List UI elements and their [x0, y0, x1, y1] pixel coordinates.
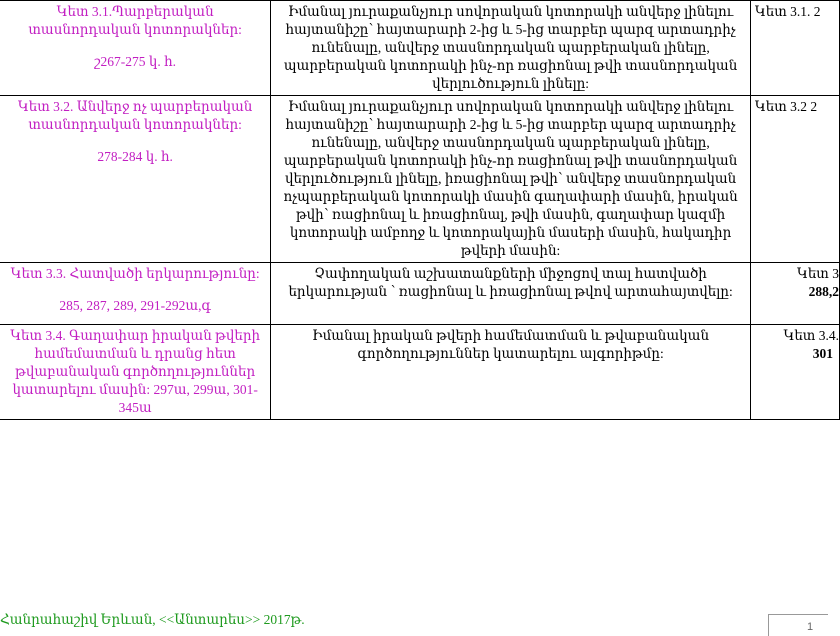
reference-cell [750, 325, 839, 420]
reference-cell: Կետ 3.2 2 [750, 96, 839, 263]
description-cell: Չափողական աշխատանքների միջոցով տալ հատվածի երկարության ՝ ռացիոնալ և իռացիոնալ թվով արտահայտվելը: [271, 263, 751, 325]
description-cell: Իմանալ իրական թվերի համեմատման և թվաբանական գործողություններ կատարելու ալգորիթմը: [271, 325, 751, 420]
topic-text: Կետ 3.2. Անվերջ ոչ պարբերական տասնորդական կոտորակներ: [17, 99, 253, 132]
description-cell: Իմանալ յուրաքանչյուր սովորական կոտորակի անվերջ լինելու հայտանիշը՝ հայտարարի 2-ից և 5-ից տարբեր պարզ արտադրիչ ունենալը, անվերջ տասնորդական պարբերական լինելը, պարբերական կոտորակի ինչ-որ ռացիոնալ թվի տասնորդական վերլուծություն լինելը: [271, 1, 751, 96]
description-cell: Իմանալ յուրաքանչյուր սովորական կոտորակի անվերջ լինելու հայտանիշը՝ հայտարարի 2-ից և 5-ից տարբեր պարզ արտադրիչ ունենալը, անվերջ տասնորդական պարբերական լինելը, պարբերական կոտորակի ինչ-որ ռացիոնալ թվի տասնորդական վերլուծություն լինելը, իռացիոնալ թվի՝ անվերջ տասնորդական ոչպարբերական կոտորակի մասին գաղափարի մասին, իրական թվի՝ ռացիոնալ և իռացիոնալ, թվի մասին, գաղափար կազմի կոտորակի ամբողջ և կոտորակային մասերի մասին, հակադիր թվերի մասին: [271, 96, 751, 263]
reference-text: Կետ 3 [796, 266, 839, 281]
topic-cell [0, 325, 271, 420]
table-row [0, 96, 840, 263]
footer-text: Հանրահաշիվ Երևան, <<Անտարես>> 2017թ. [0, 612, 305, 627]
topic-pages: շ267-275 կ. հ. [94, 54, 177, 69]
reference-pages: 288,2 [808, 284, 839, 299]
topic-cell [0, 96, 271, 263]
table-row [0, 325, 840, 420]
topic-cell [0, 1, 271, 96]
page-number: 1 [768, 614, 828, 636]
table-row [0, 263, 840, 325]
reference-cell [750, 263, 839, 325]
table-row [0, 1, 840, 96]
reference-pages: 301 [812, 346, 833, 361]
topic-cell [0, 263, 271, 325]
topic-pages: 278-284 կ. հ. [97, 149, 173, 164]
topic-text: Կետ 3.4. Գաղափար իրական թվերի համեմատման և դրանց հետ թվաբանական գործողություններ կատարելու մասին: 297ա, 299ա, 301-345ա [10, 328, 261, 415]
reference-cell: Կետ 3.1. 2 [750, 1, 839, 96]
reference-text: Կետ 3.4. [783, 328, 839, 343]
topic-pages: 285, 287, 289, 291-292ա,գ [59, 298, 211, 313]
topic-text: Կետ 3.3. Հատվածի երկարությունը: [10, 266, 260, 281]
topic-text: Կետ 3.1.Պարբերական տասնորդական կոտորակներ: [28, 4, 242, 37]
